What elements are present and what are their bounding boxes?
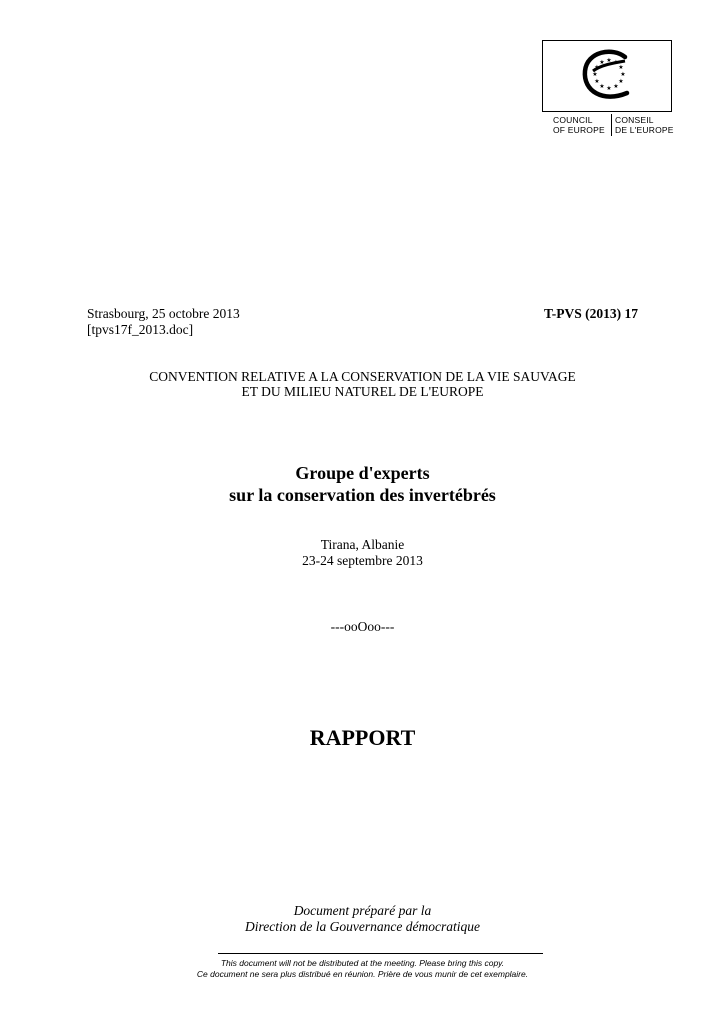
document-reference: T-PVS (2013) 17 [543,306,638,321]
svg-text:★: ★ [618,78,624,85]
meeting-location: Tirana, Albanie [320,537,405,552]
report-title: RAPPORT [309,725,416,750]
logo-label-french [615,115,674,135]
prepared-by-line-1: Document préparé par la [293,903,432,918]
svg-text:★: ★ [594,64,600,71]
logo-en-line2: OF EUROPE [553,125,605,135]
convention-line-2: ET DU MILIEU NATUREL DE L'EUROPE [241,384,484,399]
council-of-europe-logo [542,40,672,112]
svg-text:★: ★ [599,59,605,66]
meeting-title-line-2: sur la conservation des invertébrés [229,485,496,505]
svg-text:★: ★ [599,83,605,90]
svg-text:★: ★ [613,83,619,90]
logo-en-line1: COUNCIL [553,115,593,125]
footer-note-english: This document will not be distributed at the meeting. Please bring this copy. [220,958,505,968]
logo-label-english [553,115,605,135]
council-of-europe-emblem-icon [543,41,673,113]
logo-fr-line2: DE L'EUROPE [615,125,674,135]
svg-text:★: ★ [594,78,600,85]
convention-line-1: CONVENTION RELATIVE A LA CONSERVATION DE LA VIE SAUVAGE [149,369,576,384]
svg-text:★: ★ [606,85,612,92]
svg-text:★: ★ [606,57,612,64]
meeting-title-line-1: Groupe d'experts [295,463,430,483]
file-name: [tpvs17f_2013.doc] [87,322,194,337]
svg-text:★: ★ [592,71,598,78]
separator-ornament: ---ooOoo--- [330,619,395,634]
logo-divider [611,114,612,136]
place-date: Strasbourg, 25 octobre 2013 [87,306,240,321]
svg-text:★: ★ [618,64,624,71]
footer-rule [218,953,543,954]
svg-text:★: ★ [613,59,619,66]
meeting-dates: 23-24 septembre 2013 [302,553,423,568]
logo-fr-line1: CONSEIL [615,115,654,125]
footer-note-french: Ce document ne sera plus distribué en réunion. Prière de vous munir de cet exemplaire. [196,969,529,979]
svg-text:★: ★ [620,71,626,78]
prepared-by-line-2: Direction de la Gouvernance démocratique [245,919,480,934]
